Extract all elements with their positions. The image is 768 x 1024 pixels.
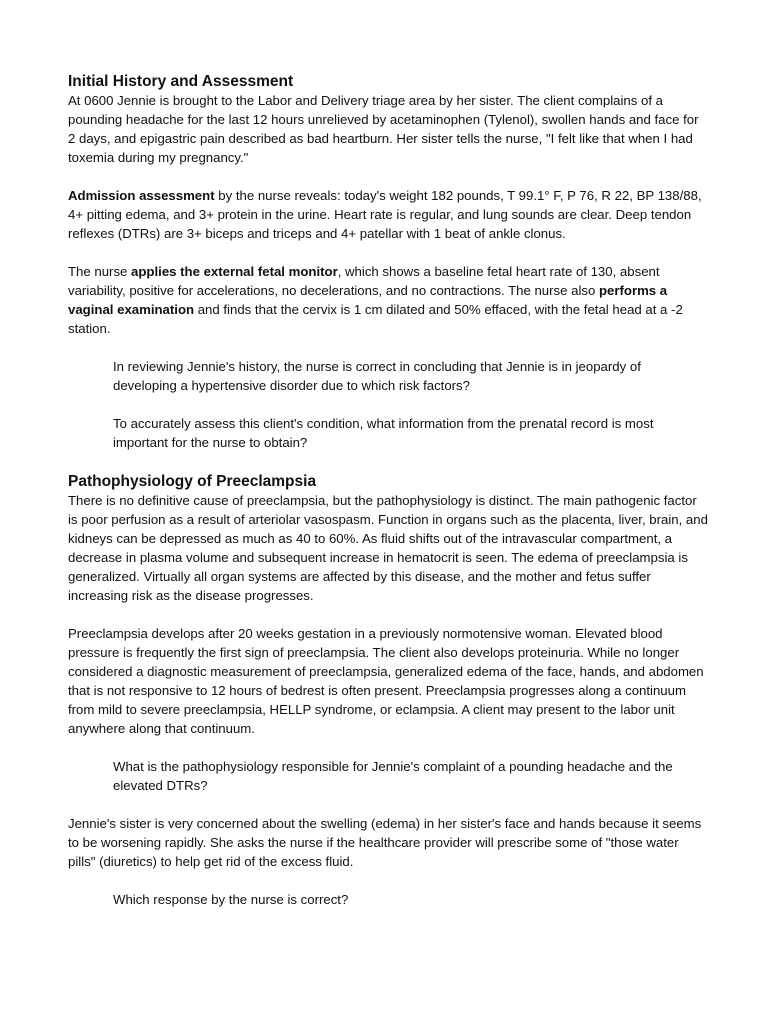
sister-concern-paragraph: Jennie's sister is very concerned about the swelling (edema) in her sister's face and hands because it seems to be worsening rapidly. She asks the nurse if the healthcare provider will prescribe some of "those water pills" (diuretics) to help get rid of the excess fluid. <box>68 816 702 869</box>
monitor-paragraph <box>68 262 708 338</box>
question-nurse-response: Which response by the nurse is correct? <box>113 892 349 907</box>
section-heading-pathophysiology: Pathophysiology of Preeclampsia <box>68 473 317 490</box>
exam-bold-label: performs a vaginal examination <box>68 283 668 317</box>
admission-text: by the nurse reveals: today's weight 182 pounds, T 99.1° F, P 76, R 22, BP 138/88, 4+ pitting edema, and 3+ protein in the urine. Heart rate is regular, and lung sounds are clear. Deep tendon reflexes (DTRs) are 3+ biceps and triceps and 4+ patellar with 1 beat of ankle clonus. <box>68 188 702 241</box>
intro-paragraph: At 0600 Jennie is brought to the Labor and Delivery triage area by her sister. The client complains of a pounding headache for the last 12 hours unrelieved by acetaminophen (Tylenol), swollen hands and face for 2 days, and epigastric pain described as bad heartburn. Her sister tells the nurse, "I felt like that when I had toxemia during my pregnancy." <box>68 93 699 165</box>
admission-bold-label: Admission assessment <box>68 188 215 203</box>
section-heading-initial-history: Initial History and Assessment <box>68 73 294 90</box>
monitor-bold-label: applies the external fetal monitor <box>131 264 338 279</box>
preeclampsia-development-paragraph: Preeclampsia develops after 20 weeks gestation in a previously normotensive woman. Elevated blood pressure is frequently the first sign of preeclampsia. The client also develops proteinuria. While no longer considered a diagnostic measurement of preeclampsia, generalized edema of the face, hands, and abdomen that is not responsive to 12 hours of bedrest is often present. Preeclampsia progresses along a continuum from mild to severe preeclampsia, HELLP syndrome, or eclampsia. A client may present to the labor unit anywhere along that continuum. <box>68 626 704 736</box>
document-page <box>68 72 708 909</box>
monitor-mid-text: , which shows a baseline fetal heart rate of 130, absent variability, positive for accelerations, no decelerations, and no contractions. The nurse also <box>68 264 660 298</box>
question-headache-dtrs: What is the pathophysiology responsible for Jennie's complaint of a pounding headache and the elevated DTRs? <box>113 759 673 793</box>
question-prenatal-record: To accurately assess this client's condition, what information from the prenatal record is most important for the nurse to obtain? <box>113 416 654 450</box>
question-risk-factors: In reviewing Jennie's history, the nurse is correct in concluding that Jennie is in jeopardy of developing a hypertensive disorder due to which risk factors? <box>113 359 641 393</box>
admission-paragraph <box>68 186 708 243</box>
pathophysiology-paragraph: There is no definitive cause of preeclampsia, but the pathophysiology is distinct. The main pathogenic factor is poor perfusion as a result of arteriolar vasospasm. Function in organs such as the placenta, liver, brain, and kidneys can be depressed as much as 40 to 60%. As fluid shifts out of the intravascular compartment, a decrease in plasma volume and subsequent increase in hematocrit is seen. The edema of preeclampsia is generalized. Virtually all organ systems are affected by this disease, and the mother and fetus suffer increasing risk as the disease progresses. <box>68 493 708 603</box>
monitor-pre-text: The nurse <box>68 264 132 279</box>
exam-text: and finds that the cervix is 1 cm dilated and 50% effaced, with the fetal head at a -2 station. <box>68 302 683 336</box>
